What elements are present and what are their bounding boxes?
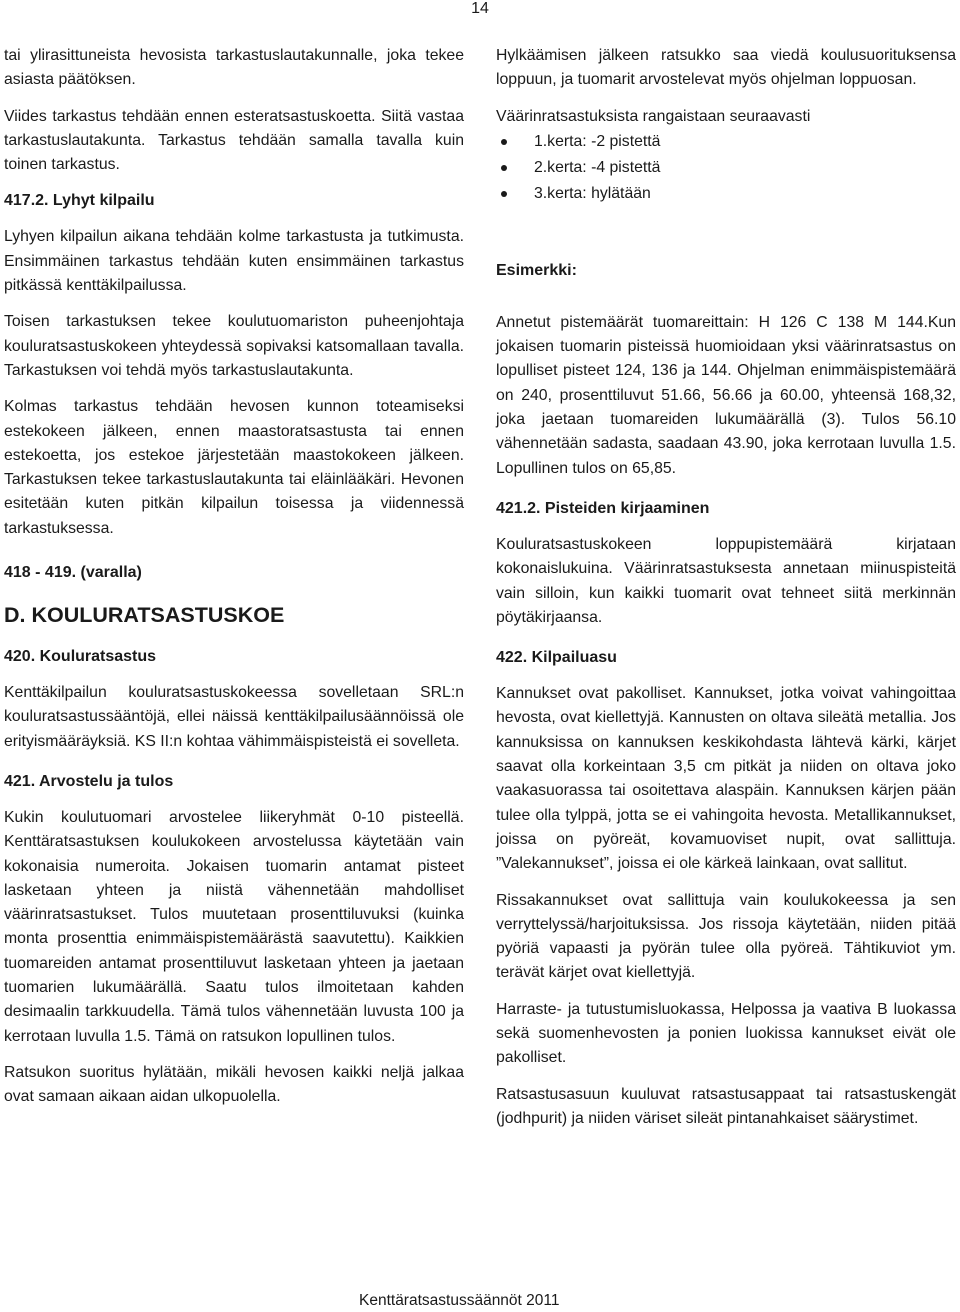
paragraph: Hylkäämisen jälkeen ratsukko saa viedä koulusuorituksensa loppuun, ja tuomarit arvostelevat myös ohjelman loppuosan.: [496, 47, 956, 89]
paragraph: tai ylirasittuneista hevosista tarkastuslautakunnalle, joka tekee asiasta päätöksen.: [4, 47, 464, 89]
paragraph: Kannukset ovat pakolliset. Kannukset, jotka voivat vahingoittaa hevosta, ovat kiellettyjä. Kannusten on oltava sileätä metallia. Jos kannuksissa on kannuksen keskikohdasta lähtevä kärki, kärjet saavat olla korkeintaan 3,5 cm pitkät ja niiden on oltava joko vaakasuorassa tai osoitettava alaspäin. Kannuksen kärjen pään tulee olla tylppä, jotta se ei vahingoita hevosta. Metallikannukset, joissa on pyöreät, kovamuoviset nupit, ovat sallittuja. ”Valekannukset”, joissa ei ole kärkeä lainkaan, ovat sallitut.: [496, 685, 956, 873]
paragraph: Viides tarkastus tehdään ennen esteratsastuskoetta. Siitä vastaa tarkastuslautakunta. Tarkastus tehdään samalla tavalla kuin toinen tarkastus.: [4, 107, 464, 174]
paragraph: Toisen tarkastuksen tekee koulutuomariston puheenjohtaja kouluratsastuskokeen yhteydessä sopivaksi katsomallaan tavalla. Tarkastuksen voi tehdä myös tarkastuslautakunta.: [4, 313, 464, 379]
paragraph: Väärinratsastuksista rangaistaan seuraavasti: [496, 107, 811, 125]
paragraph: Ratsukon suoritus hylätään, mikäli hevosen kaikki neljä jalkaa ovat samaan aikaan aidan ulkopuolella.: [4, 1063, 464, 1106]
section-heading-421: 421. Arvostelu ja tulos: [4, 772, 174, 790]
section-heading-417-2: 417.2. Lyhyt kilpailu: [4, 192, 155, 210]
section-heading-422: 422. Kilpailuasu: [496, 649, 617, 667]
paragraph: Kolmas tarkastus tehdään hevosen kunnon toteamiseksi estekokeen jälkeen, ennen maastoratsastusta tai ennen estekoetta, jos estekoe järjestetään maastokokeen jälkeen. Tarkastuksen tekee tarkastuslautakunta tai eläinlääkäri. Hevonen esitetään kuten pitkän kilpailun toisessa ja viidennessä tarkastuksessa.: [4, 398, 464, 537]
section-heading-418-419: 418 - 419. (varalla): [4, 564, 142, 582]
paragraph: Annetut pistemäärät tuomareittain: H 126 C 138 M 144.Kun jokaisen tuomarin pisteissä huomioidaan yksi väärinratsastus on lopulliset pisteet 124, 136 ja 144. Ohjelman enimmäispistemäärä on 240, prosenttiluvut 51.66, 56.66 ja 60.00, yhteensä 168,32, joka jaetaan tuomareiden lukumäärällä (3). Tulos 56.10 vähennetään sadasta, saadaan 43.90, joka kerrotaan luvulla 1.5. Lopullinen tulos on 65,85.: [496, 313, 956, 477]
paragraph: Kouluratsastuskokeen loppupistemäärä kirjataan kokonaislukuina. Väärinratsastuksesta annetaan miinuspisteitä vain silloin, kun kaikki tuomarit ovat tehneet siitä merkinnän pöytäkirjaansa.: [496, 535, 956, 626]
page-footer: Kenttäratsastussäännöt 2011: [359, 1292, 560, 1309]
right-column: [496, 44, 956, 1131]
penalty-list: [496, 129, 956, 207]
paragraph: Ratsastusasuun kuuluvat ratsastusappaat tai ratsastuskengät (jodhpurit) ja niiden väriset sileät pintanahkaiset säärystimet.: [496, 1085, 956, 1127]
left-column: [4, 44, 464, 1110]
page-number: 14: [471, 0, 489, 17]
paragraph: Kukin koulutuomari arvostelee liikeryhmät 0-10 pisteellä. Kenttäratsastuksen koulukokeen arvostelussa käytetään vain kokonaisia numeroita. Jokaisen tuomarin antamat pisteet lasketaan yhteen ja niistä vähennetään mahdolliset väärinratsastukset. Tulos muutetaan prosenttiluvuksi (kuinka monta prosenttia enimmäispistemäärästä saavutettu). Kaikkien tuomareiden antamat prosenttiluvut lasketaan yhteen ja jaetaan tuomarien lukumäärällä. Saatu tulos ilmoitetaan kahden desimaalin tarkkuudella. Tämä tulos vähennetään luvusta 100 ja kerrotaan luvulla 1.5. Tämä on ratsukon lopullinen tulos.: [4, 808, 464, 1045]
paragraph: Kenttäkilpailun kouluratsastuskokeessa sovelletaan SRL:n kouluratsastussääntöjä, ellei näissä kenttäkilpailusäännöissä ole erityismääräyksiä. KS II:n kohtaa vähimmäispisteistä ei sovelleta.: [4, 684, 464, 750]
paragraph: Harraste- ja tutustumisluokassa, Helpossa ja vaativa B luokassa sekä suomenhevosten ja ponien luokissa kannukset eivät ole pakolliset.: [496, 1000, 956, 1067]
paragraph: Lyhyen kilpailun aikana tehdään kolme tarkastusta ja tutkimusta. Ensimmäinen tarkastus tehdään kuten ensimmäinen tarkastus pitkässä kenttäkilpailussa.: [4, 228, 464, 295]
list-item: 1.kerta: -2 pistettä: [496, 129, 956, 155]
example-heading: Esimerkki:: [496, 261, 577, 279]
list-item: 2.kerta: -4 pistettä: [496, 155, 956, 181]
section-heading-421-2: 421.2. Pisteiden kirjaaminen: [496, 499, 710, 517]
chapter-heading: D. KOULURATSASTUSKOE: [4, 603, 285, 628]
paragraph: Rissakannukset ovat sallittuja vain koulukokeessa ja sen verryttelyssä/harjoituksissa. Jos rissoja käytetään, niiden pitää pyöriä vapaasti ja pyörän tulee olla pyöreä. Tähtikuviot ym. terävät kärjet ovat kiellettyjä.: [496, 891, 956, 982]
list-item: 3.kerta: hylätään: [496, 181, 956, 207]
section-heading-420: 420. Kouluratsastus: [4, 648, 157, 666]
